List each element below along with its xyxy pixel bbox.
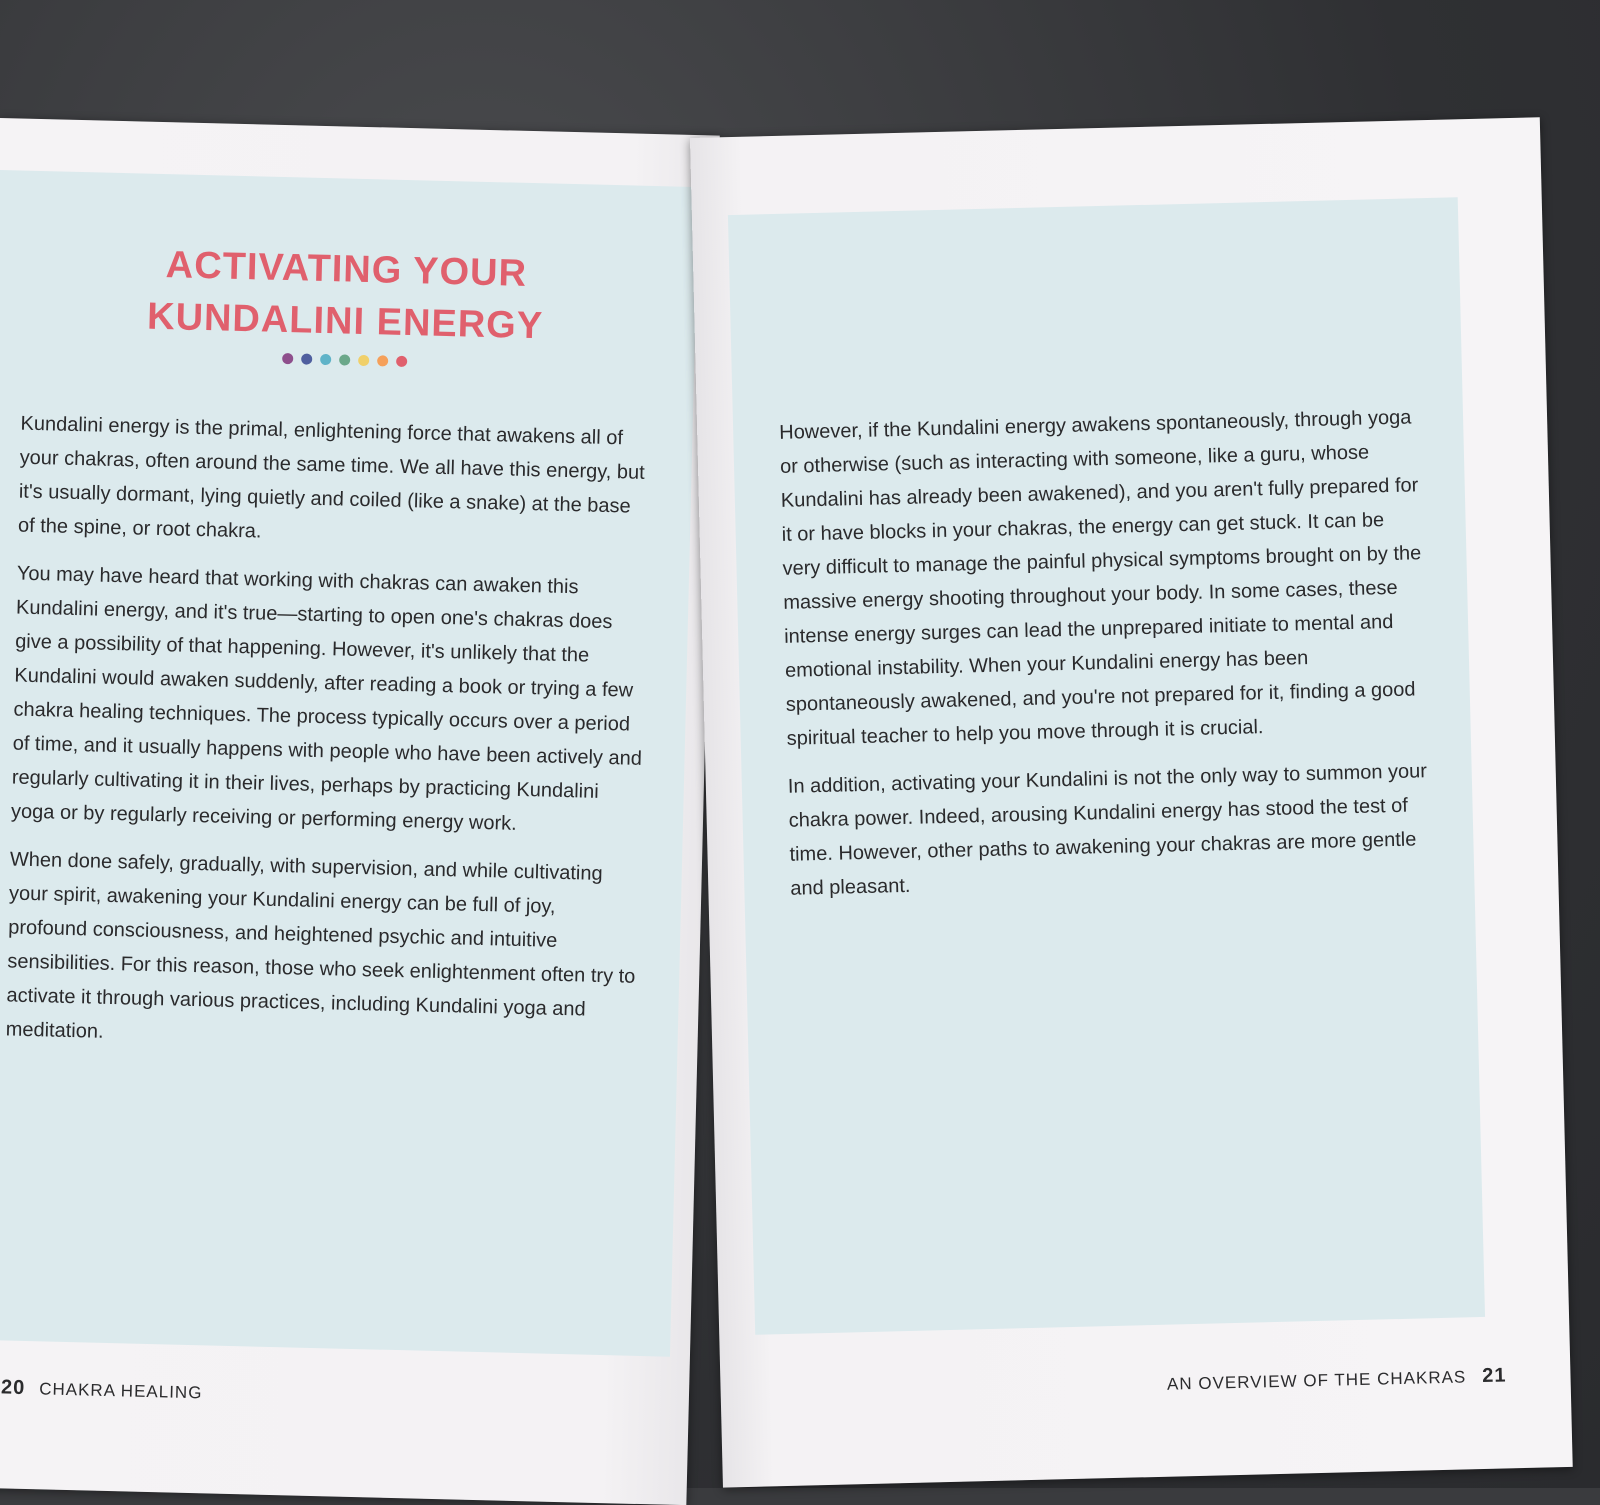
chakra-dot-2 xyxy=(301,353,312,364)
chakra-dot-5 xyxy=(358,355,369,366)
right-page-body xyxy=(779,400,1431,919)
running-head: CHAKRA HEALING xyxy=(38,1379,203,1403)
chakra-dot-4 xyxy=(339,354,350,365)
left-page-footer xyxy=(1,1376,203,1404)
page-title xyxy=(0,235,697,356)
chakra-dot-6 xyxy=(377,355,388,366)
left-page xyxy=(0,118,720,1505)
paragraph: Kundalini energy is the primal, enlightening force that awakens all of your chakras, often around the same time. We all have this energy, but it's usually dormant, lying quietly and coiled (like a snake) at the base of the spine, or root chakra. xyxy=(17,412,645,543)
paragraph: When done safely, gradually, with supervision, and while cultivating your spirit, awakening your Kundalini energy can be full of joy, profound consciousness, and heightened psychic and intuitive sensibilities. For this reason, those who seek enlightenment often try to activate it through various practices, including Kundalini yoga and meditation. xyxy=(5,848,636,1043)
paragraph: In addition, activating your Kundalini is not the only way to summon your chakra power. Indeed, arousing Kundalini energy has stood the test of time. However, other paths to awakening your chakras are more gentle and pleasant. xyxy=(787,760,1428,900)
title-line-1: ACTIVATING YOUR xyxy=(165,244,528,296)
right-page xyxy=(690,117,1573,1487)
chakra-dot-7 xyxy=(396,356,407,367)
left-page-body xyxy=(5,407,651,1076)
page-number: 20 xyxy=(0,1376,26,1399)
right-page-footer xyxy=(1167,1364,1507,1395)
page-number: 21 xyxy=(1481,1364,1507,1388)
paragraph: You may have heard that working with chakras can awaken this Kundalini energy, and it's true—starting to open one's chakras does give a possibility of that happening. However, it's unlikely that the Kundalini would awaken suddenly, after reading a book or trying a few chakra healing techniques. The process typically occurs over a period of time, and it usually happens with people who have been actively and regularly cultivating it in their lives, perhaps by practicing Kundalini yoga or by regularly receiving or performing energy work. xyxy=(10,562,643,835)
title-line-2: KUNDALINI ENERGY xyxy=(146,296,544,348)
running-head: AN OVERVIEW OF THE CHAKRAS xyxy=(1166,1367,1467,1394)
chakra-dot-3 xyxy=(320,354,331,365)
chakra-dot-1 xyxy=(282,353,293,364)
paragraph: However, if the Kundalini energy awakens spontaneously, through yoga or otherwise (such as interacting with someone, like a guru, whose Kundalini has already been awakened), and you aren't fully prepared for it or have blocks in your chakras, the energy can get stuck. It can be very difficult to manage the painful physical symptoms brought on by the massive energy shooting throughout your body. In some cases, these intense energy surges can lead the unprepared initiate to mental and emotional instability. When your Kundalini energy has been spontaneously awakened, and you're not prepared for it, finding a good spiritual teacher to help you move through it is crucial. xyxy=(778,406,1422,750)
